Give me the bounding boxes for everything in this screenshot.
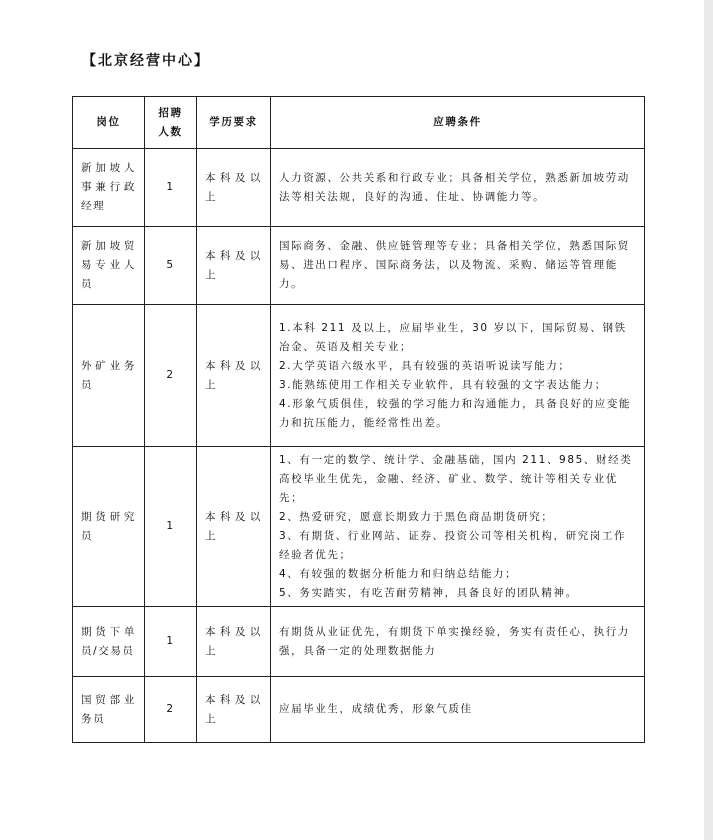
position-cell: 期货研究员 xyxy=(73,447,145,607)
education-cell: 本科及以上 xyxy=(197,447,271,607)
requirements-cell xyxy=(271,149,645,227)
requirement-line: 国际商务、金融、供应链管理等专业；具备相关学位，熟悉国际贸易、进出口程序、国际商务法，以及物流、采购、储运等管理能力。 xyxy=(279,240,630,290)
count-cell: 1 xyxy=(145,149,197,227)
education-cell: 本科及以上 xyxy=(197,607,271,677)
education-cell: 本科及以上 xyxy=(197,227,271,305)
header-count xyxy=(145,97,197,149)
header-position: 岗位 xyxy=(73,97,145,149)
requirements-cell xyxy=(271,227,645,305)
count-cell: 2 xyxy=(145,677,197,743)
requirements-cell xyxy=(271,677,645,743)
table-row xyxy=(73,677,645,743)
education-cell: 本科及以上 xyxy=(197,149,271,227)
requirement-line: 2、热爱研究，愿意长期致力于黑色商品期货研究； xyxy=(279,510,554,523)
table-row xyxy=(73,607,645,677)
requirement-line: 5、务实踏实，有吃苦耐劳精神，具备良好的团队精神。 xyxy=(279,586,578,599)
requirement-line: 1、有一定的数学、统计学、金融基础，国内 211、985、财经类高校毕业生优先，金融、经济、矿业、数学、统计等相关专业优先； xyxy=(279,453,633,504)
requirement-line: 4.形象气质俱佳，较强的学习能力和沟通能力，具备良好的应变能力和抗压能力，能经常性出差。 xyxy=(279,397,632,429)
education-cell: 本科及以上 xyxy=(197,677,271,743)
count-cell: 1 xyxy=(145,607,197,677)
table-header-row xyxy=(73,97,645,149)
requirement-line: 有期货从业证优先，有期货下单实操经验，务实有责任心，执行力强，具备一定的处理数据能力 xyxy=(279,625,630,657)
requirements-cell xyxy=(271,305,645,447)
header-education xyxy=(197,97,271,149)
table-row xyxy=(73,227,645,305)
section-title: 【北京经营中心】 xyxy=(82,53,210,69)
count-cell: 5 xyxy=(145,227,197,305)
position-cell: 新加坡人事兼行政经理 xyxy=(73,149,145,227)
position-cell: 外矿业务员 xyxy=(73,305,145,447)
requirement-line: 人力资源、公共关系和行政专业；具备相关学位，熟悉新加坡劳动法等相关法规，良好的沟通、住址、协调能力等。 xyxy=(279,171,630,203)
position-cell: 期货下单员/交易员 xyxy=(73,607,145,677)
table-row xyxy=(73,149,645,227)
position-cell: 新加坡贸易专业人员 xyxy=(73,227,145,305)
count-cell: 2 xyxy=(145,305,197,447)
count-cell: 1 xyxy=(145,447,197,607)
table-row xyxy=(73,305,645,447)
table-row xyxy=(73,447,645,607)
header-requirements: 应聘条件 xyxy=(271,97,645,149)
requirements-cell xyxy=(271,447,645,607)
requirement-line: 2.大学英语六级水平，具有较强的英语听说读写能力； xyxy=(279,359,571,372)
header-education-label: 学历要求 xyxy=(209,116,258,128)
requirement-line: 应届毕业生，成绩优秀，形象气质佳 xyxy=(279,703,473,715)
requirement-line: 1.本科 211 及以上，应届毕业生，30 岁以下，国际贸易、钢铁冶金、英语及相关专业； xyxy=(279,321,627,353)
requirements-cell xyxy=(271,607,645,677)
requirement-line: 4、有较强的数据分析能力和归纳总结能力； xyxy=(279,567,518,580)
requirement-line: 3、有期货、行业网站、证券、投资公司等相关机构，研究岗工作经验者优先； xyxy=(279,529,627,561)
requirement-line: 3.能熟练使用工作相关专业软件，具有较强的文字表达能力； xyxy=(279,378,607,391)
job-table xyxy=(72,96,645,743)
education-cell: 本科及以上 xyxy=(197,305,271,447)
header-count-label: 招聘人数 xyxy=(158,106,183,138)
position-cell: 国贸部业务员 xyxy=(73,677,145,743)
